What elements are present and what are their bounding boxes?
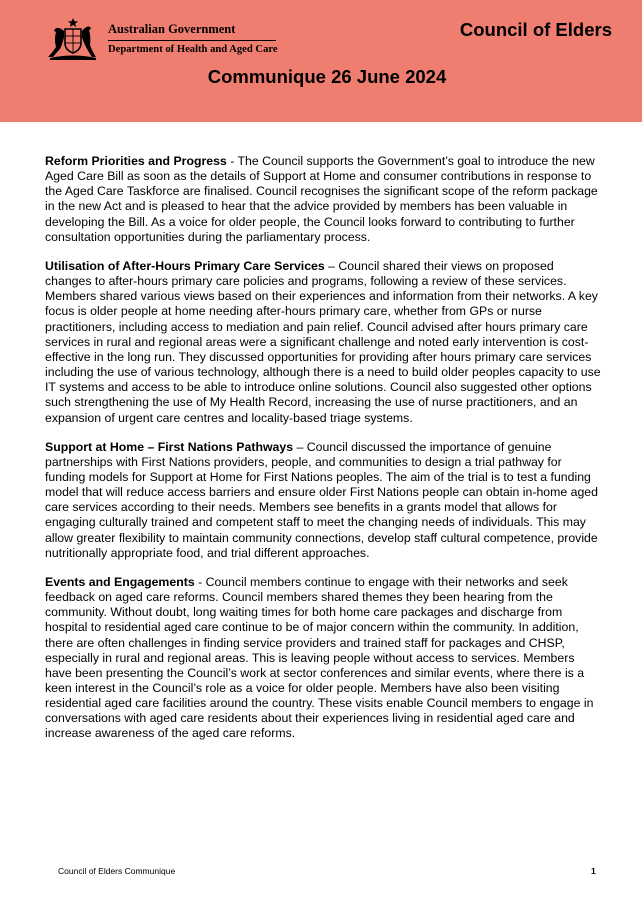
section-text: - Council members continue to engage with their networks and seek feedback on aged care reforms. Council members shared themes they been hearing from the community. Without doubt, long waiting times for both home care packages and discharge from hospital to residential aged care continue to be of major concern within the community. In addition, there are often challenges in finding service providers and trained staff for packages and CHSP, especially in rural and regional areas. This is leaving people without access to services. Members have been presenting the Council’s work at sector conferences and similar events, where there is a keen interest in the Council’s role as a voice for older people. Members have also been visiting residential aged care facilities around the country. These visits enable Council members to engage in conversations with aged care residents about their experiences living in residential aged care and increase awareness of the aged care reforms. xyxy=(45,574,594,741)
government-name: Australian Government xyxy=(108,22,236,36)
section-text: – Council shared their views on proposed changes to after-hours primary care policies and programs, following a review of these services. Members shared various views based on their experiences and information from their networks. A key focus is older people at home needing after-hours primary care, whether from GPs or nurse practitioners, including access to mediation and pain relief. Council advised after hours primary care services in rural and regional areas were a significant challenge and noted early intervention is cost-effective in the long run. They discussed opportunities for providing after hours primary care services including the use of various technology, although there is a need to build older peoples capacity to use IT systems and access to be able to introduce online solutions. Council also suggested other options such strengthening the use of My Health Record, increasing the use of nurse practitioners, and an expansion of urgent care centres and locality-based triage systems. xyxy=(45,258,601,425)
council-title: Council of Elders xyxy=(459,19,612,40)
section-text: – Council discussed the importance of genuine partnerships with First Nations providers, people, and communities to design a trial pathway for funding models for Support at Home for First Nations peoples. The aim of the trial is to test a funding model that will reduce access barriers and ensure older First Nations people can obtain in-home aged care services according to their needs. Members see benefits in a grants model that allows for engaging culturally trained and competent staff to meet the changing needs of individuals. This may allow greater flexibility to maintain community connections, develop staff cultural competence, provide nutritionally appropriate food, and trial different approaches. xyxy=(45,439,598,560)
section-first-nations xyxy=(45,440,602,561)
coat-of-arms-icon xyxy=(44,17,102,61)
section-reform-priorities xyxy=(45,154,602,245)
department-name: Department of Health and Aged Care xyxy=(108,44,278,55)
communique-body xyxy=(45,154,602,756)
page-title: Communique 26 June 2024 xyxy=(207,66,447,87)
page-number: 1 xyxy=(591,866,596,876)
section-heading: Support at Home – First Nations Pathways xyxy=(45,439,294,454)
header-banner xyxy=(0,0,642,122)
section-heading: Utilisation of After-Hours Primary Care Services xyxy=(45,258,325,273)
footer-title: Council of Elders Communique xyxy=(58,866,176,876)
section-events-engagements xyxy=(45,575,602,742)
section-heading: Events and Engagements xyxy=(45,574,195,589)
header-divider xyxy=(108,40,276,41)
section-text: - The Council supports the Government’s goal to introduce the new Aged Care Bill as soon as the details of Support at Home and consumer contributions in response to the Aged Care Taskforce are finalised. Council recognises the significant scope of the reform package in the new Act and is pleased to hear that the advice provided by members has been valuable in developing the Bill. As a voice for older people, the Council looks forward to contributing to further consultation opportunities during the parliamentary process. xyxy=(45,154,598,244)
section-after-hours-care xyxy=(45,259,602,426)
section-heading: Reform Priorities and Progress xyxy=(45,154,227,168)
